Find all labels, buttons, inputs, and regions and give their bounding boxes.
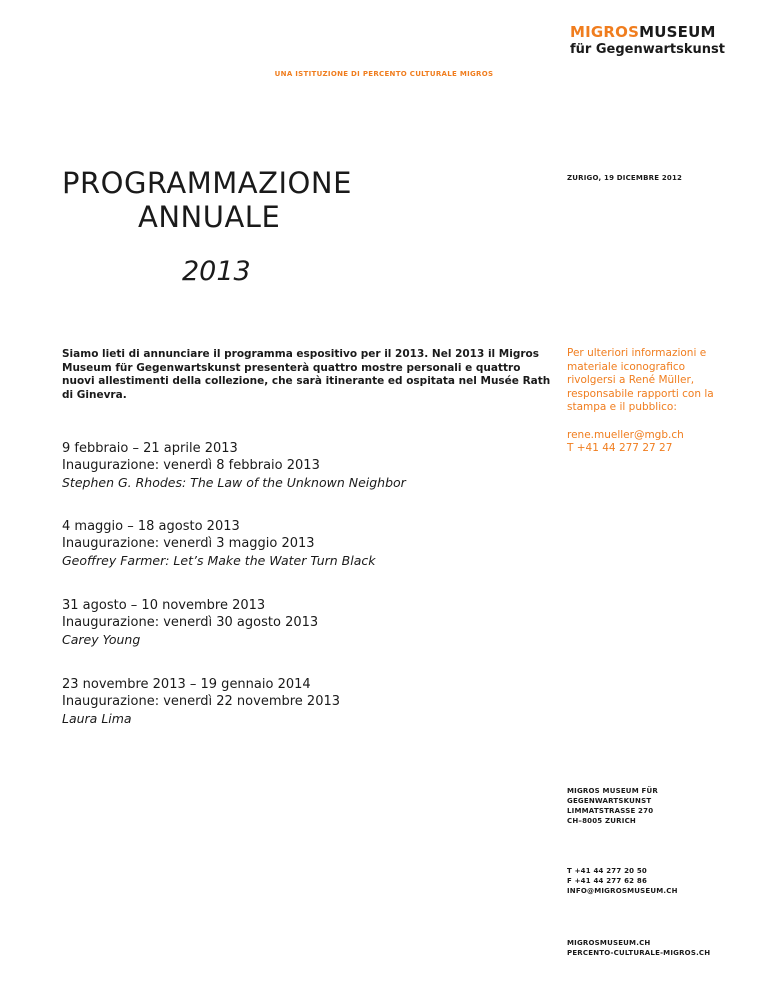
address-line: LIMMATSTRASSE 270 bbox=[567, 807, 654, 815]
info-email[interactable]: INFO@MIGROSMUSEUM.CH bbox=[567, 887, 678, 895]
exhibition-item bbox=[62, 597, 562, 648]
title-line-2: ANNUALE bbox=[138, 200, 281, 234]
fax-number: F +41 44 277 62 86 bbox=[567, 877, 648, 885]
website-link[interactable]: PERCENTO-CULTURALE-MIGROS.CH bbox=[567, 949, 711, 957]
exhibition-dates: 31 agosto – 10 novembre 2013 bbox=[62, 598, 266, 613]
exhibition-title: Laura Lima bbox=[62, 711, 132, 726]
contact-text: Per ulteriori informazioni e materiale iconografico rivolgersi a René Müller, responsabile rapporti con la stampa e il pubblico: bbox=[567, 347, 714, 413]
exhibition-title: Geoffrey Farmer: Let’s Make the Water Turn Black bbox=[62, 553, 376, 568]
title-year: 2013 bbox=[182, 256, 251, 287]
logo-subtitle: für Gegenwartskunst bbox=[570, 42, 725, 57]
websites bbox=[567, 938, 710, 958]
exhibition-dates: 9 febbraio – 21 aprile 2013 bbox=[62, 441, 238, 456]
exhibition-opening: Inaugurazione: venerdì 3 maggio 2013 bbox=[62, 536, 315, 551]
exhibition-item bbox=[62, 440, 562, 491]
museum-logo bbox=[570, 24, 725, 58]
contact-phone: T +41 44 277 27 27 bbox=[567, 442, 673, 454]
exhibition-opening: Inaugurazione: venerdì 30 agosto 2013 bbox=[62, 615, 319, 630]
contact-email[interactable]: rene.mueller@mgb.ch bbox=[567, 428, 684, 441]
phone-number: T +41 44 277 20 50 bbox=[567, 867, 648, 875]
page-title bbox=[62, 166, 352, 234]
address-line: GEGENWARTSKUNST bbox=[567, 797, 652, 805]
address-line: CH–8005 ZURICH bbox=[567, 817, 636, 825]
contact-details bbox=[567, 866, 678, 896]
exhibition-title: Stephen G. Rhodes: The Law of the Unknown Neighbor bbox=[62, 475, 406, 490]
tagline: UNA ISTITUZIONE DI PERCENTO CULTURALE MIGROS bbox=[274, 70, 494, 78]
exhibition-dates: 4 maggio – 18 agosto 2013 bbox=[62, 519, 240, 534]
exhibition-item bbox=[62, 518, 562, 569]
exhibition-item bbox=[62, 676, 562, 727]
press-contact bbox=[567, 347, 732, 456]
exhibition-title: Carey Young bbox=[62, 632, 141, 647]
logo-museum: MUSEUM bbox=[639, 23, 716, 41]
postal-address bbox=[567, 786, 658, 826]
exhibition-opening: Inaugurazione: venerdì 22 novembre 2013 bbox=[62, 694, 341, 709]
intro-paragraph: Siamo lieti di annunciare il programma espositivo per il 2013. Nel 2013 il Migros Museum für Gegenwartskunst presenterà quattro mostre personali e quattro nuovi allestimenti della collezione, che sarà itinerante ed ospitata nel Musée Rath di Ginevra. bbox=[62, 348, 551, 401]
logo-brand: MIGROS bbox=[570, 23, 640, 41]
website-link[interactable]: MIGROSMUSEUM.CH bbox=[567, 939, 651, 947]
title-line-1: PROGRAMMAZIONE bbox=[62, 166, 352, 200]
exhibition-dates: 23 novembre 2013 – 19 gennaio 2014 bbox=[62, 677, 311, 692]
address-line: MIGROS MUSEUM FÜR bbox=[567, 787, 658, 795]
dateline: ZURIGO, 19 DICEMBRE 2012 bbox=[567, 174, 683, 182]
exhibition-opening: Inaugurazione: venerdì 8 febbraio 2013 bbox=[62, 458, 320, 473]
